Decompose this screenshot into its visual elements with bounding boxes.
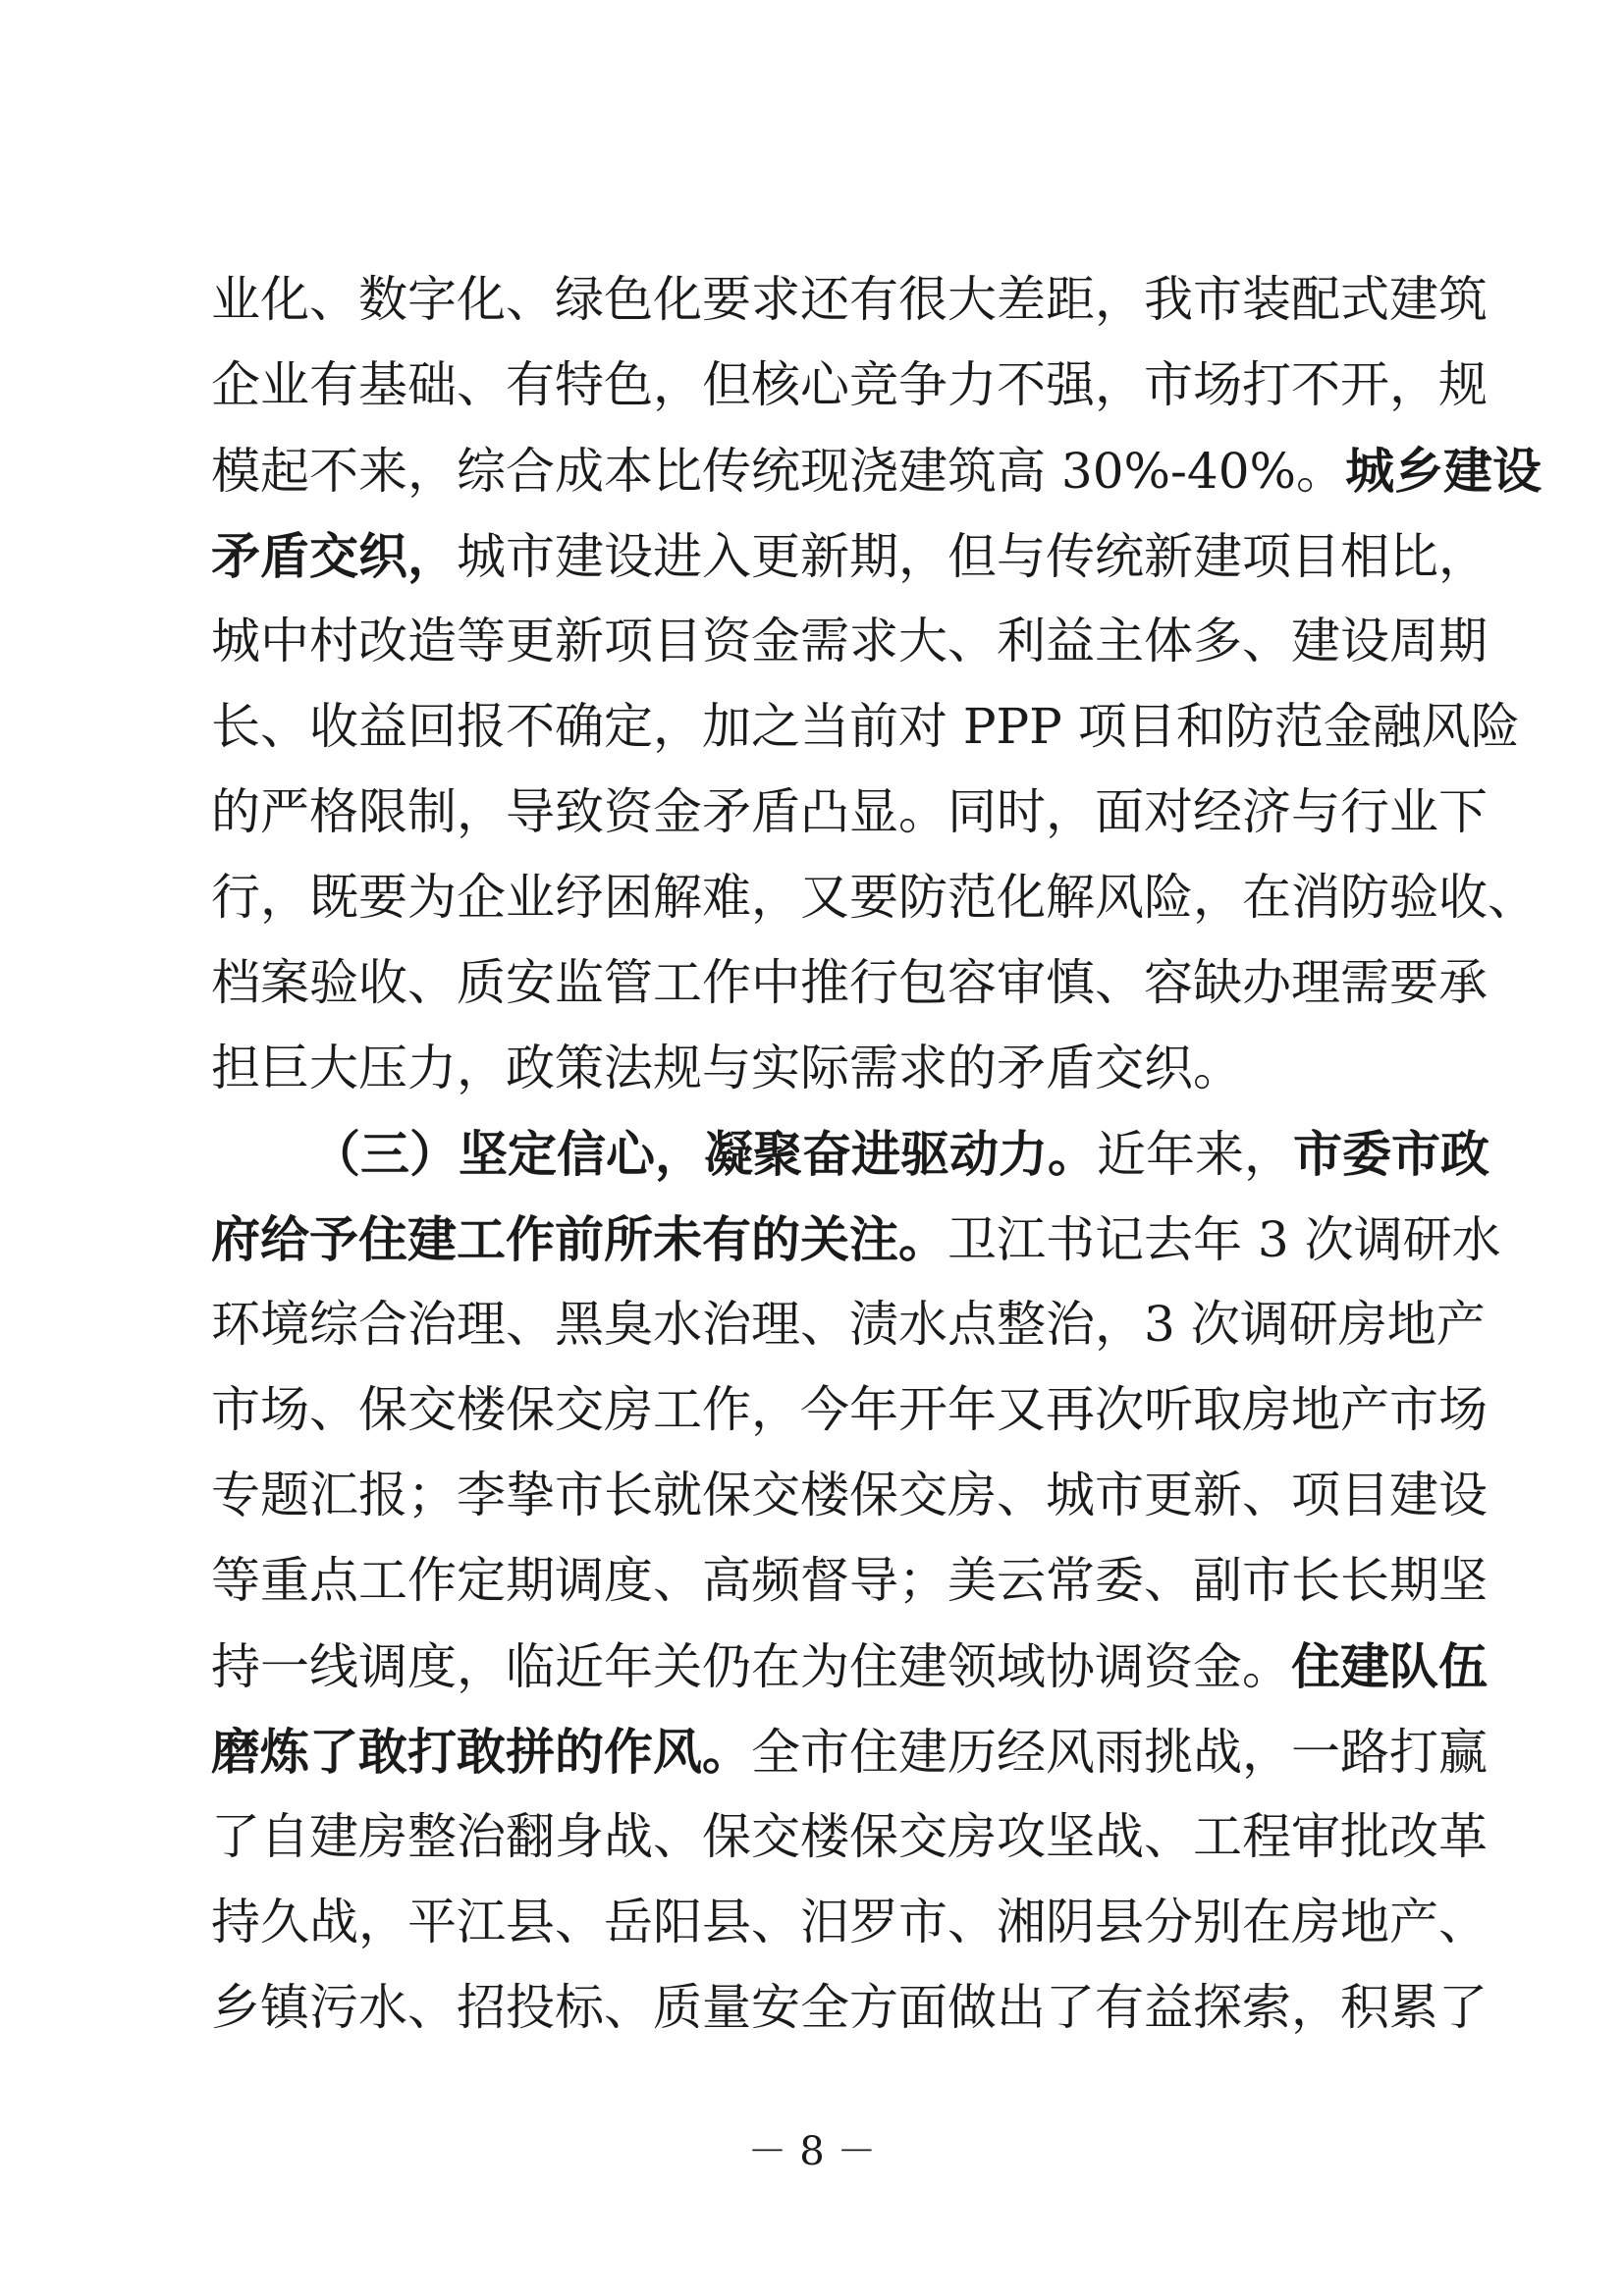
text-line <box>211 1197 1501 1282</box>
text-segment: 长、收益回报不确定，加之当前对 PPP 项目和防范金融风险 <box>211 698 1520 755</box>
text-segment: 等重点工作定期调度、高频督导；美云常委、副市长长期坚 <box>211 1552 1488 1609</box>
text-line <box>211 1538 1488 1624</box>
text-line <box>211 940 1488 1026</box>
text-line <box>211 599 1488 684</box>
text-segment: 城市建设进入更新期，但与传统新建项目相比， <box>457 528 1488 585</box>
text-line <box>211 1282 1486 1367</box>
text-line <box>211 1367 1488 1453</box>
bold-text-segment: 住建队伍 <box>1291 1637 1488 1695</box>
text-segment: 卫江书记去年 3 次调研水 <box>947 1211 1501 1268</box>
text-line <box>211 1111 1489 1197</box>
text-line <box>211 1624 1488 1709</box>
text-line <box>211 684 1520 770</box>
text-segment: 全市住建历经风雨挑战，一路打赢 <box>751 1724 1488 1781</box>
text-line <box>211 770 1488 855</box>
bold-text-segment: 磨炼了敢打敢拼的作风。 <box>211 1723 751 1781</box>
bold-text-segment: 城乡建设 <box>1345 442 1543 500</box>
text-segment: 乡镇污水、招投标、质量安全方面做出了有益探索，积累了 <box>211 1979 1488 2036</box>
text-line <box>211 1709 1488 1794</box>
text-line <box>211 1453 1488 1538</box>
text-segment: 企业有基础、有特色，但核心竞争力不强，市场打不开，规 <box>211 356 1488 413</box>
text-line <box>211 1026 1429 1111</box>
text-segment: 了自建房整治翻身战、保交楼保交房攻坚战、工程审批改革 <box>211 1808 1488 1865</box>
text-segment: 业化、数字化、绿色化要求还有很大差距，我市装配式建筑 <box>211 271 1488 328</box>
bold-text-segment: 矛盾交织， <box>211 527 457 585</box>
text-line <box>211 855 1537 940</box>
text-segment: 专题汇报；李挚市长就保交楼保交房、城市更新、项目建设 <box>211 1467 1488 1523</box>
bold-text-segment: 市委市政 <box>1293 1125 1489 1183</box>
document-body <box>211 257 1543 2051</box>
text-segment: 档案验收、质安监管工作中推行包容审慎、容缺办理需要承 <box>211 954 1488 1011</box>
bold-text-segment: 府给予住建工作前所未有的关注。 <box>211 1210 947 1268</box>
text-segment: 持久战，平江县、岳阳县、汨罗市、湘阴县分别在房地产、 <box>211 1894 1488 1950</box>
text-segment: 市场、保交楼保交房工作，今年开年又再次听取房地产市场 <box>211 1381 1488 1438</box>
text-segment: 持一线调度，临近年关仍在为住建领域协调资金。 <box>211 1638 1291 1695</box>
text-line <box>211 1965 1488 2051</box>
text-segment: 环境综合治理、黑臭水治理、渍水点整治，3 次调研房地产 <box>211 1296 1486 1353</box>
bold-text-segment: （三）坚定信心，凝聚奋进驱动力。 <box>311 1125 1097 1183</box>
text-segment: 模起不来，综合成本比传统现浇建筑高 30%-40%。 <box>211 443 1346 500</box>
text-line <box>211 428 1543 513</box>
text-line <box>211 257 1488 343</box>
text-line <box>211 343 1488 428</box>
text-segment: 城中村改造等更新项目资金需求大、利益主体多、建设周期 <box>211 613 1488 669</box>
text-segment: 近年来， <box>1097 1126 1293 1183</box>
page-number: － 8 － <box>747 2129 877 2174</box>
text-segment: 的严格限制，导致资金矛盾凸显。同时，面对经济与行业下 <box>211 783 1488 840</box>
text-segment: 担巨大压力，政策法规与实际需求的矛盾交织。 <box>211 1040 1242 1096</box>
text-segment: 行，既要为企业纾困解难，又要防范化解风险，在消防验收、 <box>211 869 1537 926</box>
text-line <box>211 1794 1488 1880</box>
text-line <box>211 1880 1488 1965</box>
text-line <box>211 513 1488 599</box>
